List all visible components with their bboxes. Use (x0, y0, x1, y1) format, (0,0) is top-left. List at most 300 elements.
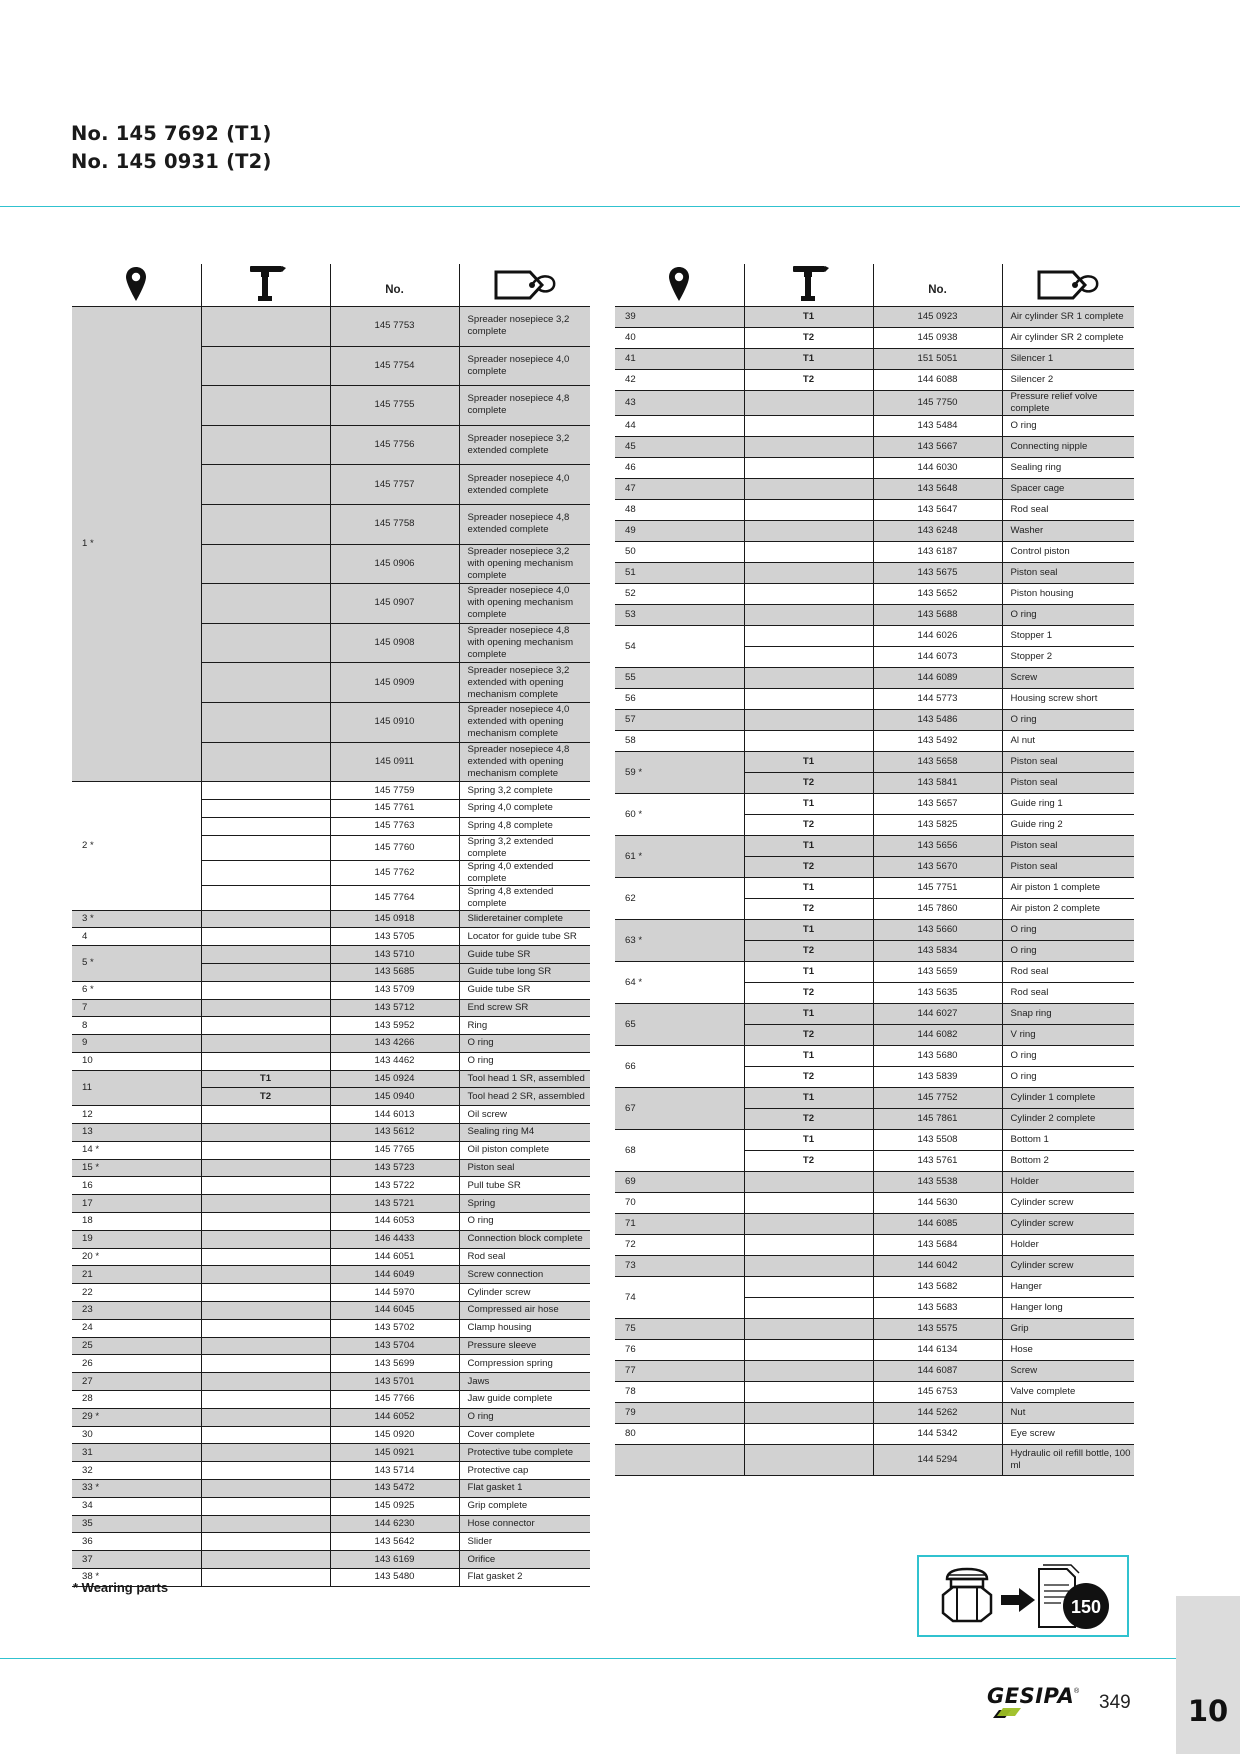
description-cell: Spring (459, 1195, 590, 1213)
variant-cell (744, 1403, 873, 1424)
chapter-tab[interactable] (1176, 1596, 1240, 1754)
part-number-cell: 145 7757 (330, 465, 459, 505)
description-cell: Grip (1002, 1319, 1134, 1340)
part-number-cell: 143 5652 (873, 584, 1002, 605)
description-cell: Snap ring (1002, 1004, 1134, 1025)
table-row (615, 731, 1134, 752)
variant-cell (744, 563, 873, 584)
description-cell: Stopper 1 (1002, 626, 1134, 647)
description-cell: Rod seal (1002, 983, 1134, 1004)
position-cell: 55 (615, 668, 744, 689)
variant-cell (201, 799, 330, 817)
position-cell: 23 (72, 1302, 201, 1320)
description-cell: Spreader nosepiece 4,0 with opening mechanism complete (459, 584, 590, 624)
description-cell: Eye screw (1002, 1424, 1134, 1445)
part-number-cell: 143 5701 (330, 1373, 459, 1391)
position-cell: 78 (615, 1382, 744, 1403)
description-cell: Spreader nosepiece 3,2 with opening mechanism complete (459, 544, 590, 584)
position-cell: 10 (72, 1052, 201, 1070)
part-number-cell: 143 5710 (330, 946, 459, 964)
description-cell: Bottom 1 (1002, 1130, 1134, 1151)
description-cell: Guide ring 1 (1002, 794, 1134, 815)
table-row (72, 999, 590, 1017)
part-number-cell: 143 5705 (330, 928, 459, 946)
part-number-cell: 143 5635 (873, 983, 1002, 1004)
variant-cell: T1 (744, 1130, 873, 1151)
position-cell: 54 (615, 626, 744, 668)
variant-cell (744, 1235, 873, 1256)
position-cell: 31 (72, 1444, 201, 1462)
variant-cell: T2 (744, 857, 873, 878)
part-number-cell: 144 5342 (873, 1424, 1002, 1445)
brand-name: GESIPA (987, 1684, 1075, 1708)
description-cell: Spreader nosepiece 4,8 with opening mechanism complete (459, 623, 590, 663)
table-row (72, 928, 590, 946)
part-number-cell: 143 5486 (873, 710, 1002, 731)
table-row (72, 981, 590, 999)
position-cell: 60 * (615, 794, 744, 836)
variant-cell: T1 (744, 962, 873, 983)
part-number-cell: 145 6753 (873, 1382, 1002, 1403)
part-number-cell: 144 6082 (873, 1025, 1002, 1046)
description-cell: Spreader nosepiece 4,8 extended complete (459, 504, 590, 544)
description-cell: Jaw guide complete (459, 1391, 590, 1409)
position-cell: 72 (615, 1235, 744, 1256)
description-cell: Oil screw (459, 1106, 590, 1124)
description-cell: Ring (459, 1017, 590, 1035)
table-row (72, 1106, 590, 1124)
oil-page-badge (1063, 1583, 1109, 1629)
part-number-cell: 144 5773 (873, 689, 1002, 710)
table-row (72, 1462, 590, 1480)
variant-cell (201, 1017, 330, 1035)
description-cell: O ring (459, 1408, 590, 1426)
variant-cell (744, 1319, 873, 1340)
variant-cell (201, 835, 330, 860)
position-cell: 52 (615, 584, 744, 605)
variant-cell (744, 521, 873, 542)
description-cell: Protective cap (459, 1462, 590, 1480)
position-cell: 51 (615, 563, 744, 584)
variant-cell (201, 623, 330, 663)
variant-cell (744, 1361, 873, 1382)
table-row (615, 563, 1134, 584)
description-cell: Hose connector (459, 1515, 590, 1533)
part-number-cell: 143 5702 (330, 1319, 459, 1337)
position-cell: 11 (72, 1070, 201, 1106)
part-number-cell: 144 6230 (330, 1515, 459, 1533)
position-cell: 42 (615, 370, 744, 391)
table-row (72, 1373, 590, 1391)
description-cell: Connection block complete (459, 1230, 590, 1248)
variant-cell (744, 1340, 873, 1361)
position-cell: 74 (615, 1277, 744, 1319)
position-cell: 7 (72, 999, 201, 1017)
table-row (615, 752, 1134, 773)
part-number-cell: 144 6049 (330, 1266, 459, 1284)
description-cell: End screw SR (459, 999, 590, 1017)
description-cell: Hose (1002, 1340, 1134, 1361)
table-row (615, 1088, 1134, 1109)
position-cell: 36 (72, 1533, 201, 1551)
description-cell: Compressed air hose (459, 1302, 590, 1320)
variant-column-header (744, 264, 873, 307)
part-number-cell: 145 7756 (330, 425, 459, 465)
description-cell: Compression spring (459, 1355, 590, 1373)
position-cell: 71 (615, 1214, 744, 1235)
rivet-tool-icon (246, 264, 286, 306)
part-number-cell: 145 7760 (330, 835, 459, 860)
part-number-cell: 145 0925 (330, 1497, 459, 1515)
description-cell: O ring (1002, 1067, 1134, 1088)
table-row (72, 1444, 590, 1462)
part-number-cell: 145 7860 (873, 899, 1002, 920)
description-cell: O ring (1002, 941, 1134, 962)
position-cell: 21 (72, 1266, 201, 1284)
position-cell: 62 (615, 878, 744, 920)
variant-cell (201, 1480, 330, 1498)
part-number-cell: 144 6026 (873, 626, 1002, 647)
description-cell: Air cylinder SR 2 complete (1002, 328, 1134, 349)
variant-cell: T1 (744, 349, 873, 370)
table-row (615, 1382, 1134, 1403)
variant-cell (201, 910, 330, 928)
description-column-header (1002, 264, 1134, 307)
variant-cell (201, 1569, 330, 1587)
variant-cell (744, 1298, 873, 1319)
position-cell: 45 (615, 437, 744, 458)
description-cell: Spring 3,2 extended complete (459, 835, 590, 860)
variant-cell (201, 981, 330, 999)
arrow-right-icon (1001, 1588, 1035, 1612)
description-cell: Spring 4,8 complete (459, 817, 590, 835)
part-number-cell: 143 4462 (330, 1052, 459, 1070)
part-number-cell: 143 5684 (873, 1235, 1002, 1256)
table-row (72, 782, 590, 800)
variant-cell (744, 731, 873, 752)
position-cell: 5 * (72, 946, 201, 982)
variant-cell (201, 1319, 330, 1337)
position-cell: 63 * (615, 920, 744, 962)
part-number-cell: 143 5472 (330, 1480, 459, 1498)
position-cell: 8 (72, 1017, 201, 1035)
description-cell: Screw (1002, 668, 1134, 689)
variant-cell (201, 663, 330, 703)
description-cell: Cylinder 1 complete (1002, 1088, 1134, 1109)
description-cell: Tool head 2 SR, assembled (459, 1088, 590, 1106)
location-pin-icon (125, 266, 147, 306)
part-number-cell: 145 7754 (330, 346, 459, 386)
part-number-cell: 145 7765 (330, 1141, 459, 1159)
variant-cell (744, 479, 873, 500)
table-row (72, 910, 590, 928)
wearing-parts-note: * Wearing parts (73, 1580, 169, 1595)
description-cell: Control piston (1002, 542, 1134, 563)
part-number-cell: 145 7753 (330, 307, 459, 347)
variant-cell (744, 1277, 873, 1298)
brand-registered-mark: ® (1074, 1688, 1080, 1695)
part-number-cell: 144 6053 (330, 1213, 459, 1231)
oil-reference-box[interactable] (917, 1555, 1129, 1637)
part-number-cell: 143 5660 (873, 920, 1002, 941)
description-cell: O ring (459, 1213, 590, 1231)
variant-cell (744, 689, 873, 710)
position-cell: 25 (72, 1337, 201, 1355)
part-number-cell: 145 0910 (330, 702, 459, 742)
part-number-cell: 145 7750 (873, 391, 1002, 416)
part-number-cell: 145 0906 (330, 544, 459, 584)
position-cell: 32 (72, 1462, 201, 1480)
part-number-cell: 143 5575 (873, 1319, 1002, 1340)
table-row (615, 1214, 1134, 1235)
variant-cell (744, 1424, 873, 1445)
top-divider (0, 206, 1240, 207)
part-number-cell: 145 0938 (873, 328, 1002, 349)
table-row (615, 1361, 1134, 1382)
position-cell: 9 (72, 1035, 201, 1053)
part-number-cell: 143 6169 (330, 1551, 459, 1569)
position-cell: 41 (615, 349, 744, 370)
description-cell: Piston housing (1002, 584, 1134, 605)
table-row (72, 1551, 590, 1569)
position-cell: 22 (72, 1284, 201, 1302)
variant-cell: T2 (744, 1025, 873, 1046)
position-cell: 80 (615, 1424, 744, 1445)
table-row (615, 349, 1134, 370)
variant-cell (744, 1193, 873, 1214)
position-cell: 56 (615, 689, 744, 710)
position-cell: 67 (615, 1088, 744, 1130)
part-number-cell: 145 0909 (330, 663, 459, 703)
variant-cell (201, 1391, 330, 1409)
table-row (615, 416, 1134, 437)
description-cell: Flat gasket 1 (459, 1480, 590, 1498)
description-cell: Spreader nosepiece 4,0 extended with opening mechanism complete (459, 702, 590, 742)
position-cell: 59 * (615, 752, 744, 794)
table-row (615, 328, 1134, 349)
table-row (615, 1130, 1134, 1151)
part-number-cell: 144 5294 (873, 1445, 1002, 1476)
position-cell: 24 (72, 1319, 201, 1337)
position-cell: 77 (615, 1361, 744, 1382)
position-cell: 35 (72, 1515, 201, 1533)
description-cell: Silencer 1 (1002, 349, 1134, 370)
position-cell: 37 (72, 1551, 201, 1569)
table-row (615, 710, 1134, 731)
page-title (71, 120, 272, 176)
table-row (72, 1391, 590, 1409)
parts-table-left (72, 264, 590, 1587)
part-number-cell: 143 5667 (873, 437, 1002, 458)
description-cell: Piston seal (1002, 752, 1134, 773)
rivet-tool-icon (789, 264, 829, 306)
variant-cell (744, 1172, 873, 1193)
variant-cell (201, 1533, 330, 1551)
position-cell: 53 (615, 605, 744, 626)
number-column-header: No. (873, 264, 1002, 307)
part-number-cell: 145 7758 (330, 504, 459, 544)
description-cell: Jaws (459, 1373, 590, 1391)
bottom-divider (0, 1658, 1176, 1659)
description-cell: Sealing ring (1002, 458, 1134, 479)
description-cell: Spacer cage (1002, 479, 1134, 500)
variant-cell (201, 782, 330, 800)
variant-cell (201, 1302, 330, 1320)
table-row (615, 584, 1134, 605)
table-row (72, 1302, 590, 1320)
table-row (72, 1266, 590, 1284)
price-tag-icon (1035, 268, 1101, 306)
description-cell: Spring 3,2 complete (459, 782, 590, 800)
description-cell: Hanger long (1002, 1298, 1134, 1319)
part-number-cell: 145 0924 (330, 1070, 459, 1088)
table-row (72, 1284, 590, 1302)
variant-cell: T1 (744, 307, 873, 328)
position-cell: 65 (615, 1004, 744, 1046)
part-number-cell: 144 6085 (873, 1214, 1002, 1235)
description-cell: Rod seal (1002, 962, 1134, 983)
description-cell: Cylinder screw (459, 1284, 590, 1302)
variant-cell (744, 416, 873, 437)
position-cell: 12 (72, 1106, 201, 1124)
description-cell: Rod seal (1002, 500, 1134, 521)
description-cell: Stopper 2 (1002, 647, 1134, 668)
table-row (615, 1403, 1134, 1424)
number-column-header: No. (330, 264, 459, 307)
variant-cell (201, 1266, 330, 1284)
variant-cell (744, 1445, 873, 1476)
variant-cell (201, 1373, 330, 1391)
description-cell: O ring (1002, 710, 1134, 731)
variant-cell (201, 999, 330, 1017)
part-number-cell: 143 4266 (330, 1035, 459, 1053)
table-row (615, 689, 1134, 710)
position-cell: 13 (72, 1124, 201, 1142)
table-row (615, 1445, 1134, 1476)
description-cell: O ring (459, 1035, 590, 1053)
position-cell: 68 (615, 1130, 744, 1172)
position-cell: 73 (615, 1256, 744, 1277)
part-number-cell: 144 6088 (873, 370, 1002, 391)
position-cell: 38 * (72, 1569, 201, 1587)
variant-cell: T1 (201, 1070, 330, 1088)
variant-cell (744, 647, 873, 668)
variant-cell: T2 (744, 983, 873, 1004)
part-number-cell: 144 5970 (330, 1284, 459, 1302)
part-number-cell: 143 5680 (873, 1046, 1002, 1067)
part-number-cell: 143 5714 (330, 1462, 459, 1480)
position-cell: 17 (72, 1195, 201, 1213)
part-number-cell: 143 5670 (873, 857, 1002, 878)
description-cell: Clamp housing (459, 1319, 590, 1337)
description-cell: Flat gasket 2 (459, 1569, 590, 1587)
part-number-cell: 143 5657 (873, 794, 1002, 815)
part-number-cell: 144 6027 (873, 1004, 1002, 1025)
description-cell: O ring (459, 1052, 590, 1070)
description-cell: Air piston 1 complete (1002, 878, 1134, 899)
table-row (615, 878, 1134, 899)
variant-cell (201, 1052, 330, 1070)
variant-cell (744, 542, 873, 563)
position-cell: 47 (615, 479, 744, 500)
part-number-cell: 143 5538 (873, 1172, 1002, 1193)
variant-cell (201, 1195, 330, 1213)
table-row (72, 1177, 590, 1195)
variant-cell: T2 (201, 1088, 330, 1106)
part-number-cell: 143 5658 (873, 752, 1002, 773)
part-number-cell: 145 0923 (873, 307, 1002, 328)
table-row (615, 1256, 1134, 1277)
chapter-number: 10 (1187, 1694, 1229, 1728)
variant-cell (201, 504, 330, 544)
position-cell: 27 (72, 1373, 201, 1391)
variant-cell (744, 1382, 873, 1403)
variant-cell: T1 (744, 920, 873, 941)
description-cell: Guide tube SR (459, 981, 590, 999)
variant-cell (201, 1462, 330, 1480)
part-number-cell: 143 5704 (330, 1337, 459, 1355)
position-cell: 15 * (72, 1159, 201, 1177)
description-cell: Bottom 2 (1002, 1151, 1134, 1172)
table-row (615, 920, 1134, 941)
position-cell: 58 (615, 731, 744, 752)
part-number-cell: 143 5492 (873, 731, 1002, 752)
variant-cell: T2 (744, 773, 873, 794)
variant-cell (744, 626, 873, 647)
variant-cell (201, 544, 330, 584)
table-row (72, 1480, 590, 1498)
part-number-cell: 144 6087 (873, 1361, 1002, 1382)
variant-cell (201, 584, 330, 624)
description-cell: Guide ring 2 (1002, 815, 1134, 836)
table-row (72, 1426, 590, 1444)
variant-cell: T1 (744, 1088, 873, 1109)
part-number-cell: 145 7755 (330, 386, 459, 426)
table-row (72, 1337, 590, 1355)
position-cell: 34 (72, 1497, 201, 1515)
variant-cell: T2 (744, 328, 873, 349)
table-row (615, 626, 1134, 647)
position-cell: 3 * (72, 910, 201, 928)
variant-cell (201, 1515, 330, 1533)
page-number: 349 (1099, 1692, 1131, 1713)
variant-cell: T1 (744, 836, 873, 857)
description-cell: Grip complete (459, 1497, 590, 1515)
variant-cell: T2 (744, 1109, 873, 1130)
part-number-cell: 143 5642 (330, 1533, 459, 1551)
part-number-cell: 144 6030 (873, 458, 1002, 479)
variant-cell (744, 500, 873, 521)
table-row (615, 668, 1134, 689)
table-row (72, 1195, 590, 1213)
description-cell: Screw connection (459, 1266, 590, 1284)
description-cell: Piston seal (459, 1159, 590, 1177)
table-row (615, 542, 1134, 563)
part-number-cell: 144 6089 (873, 668, 1002, 689)
part-number-cell: 143 5683 (873, 1298, 1002, 1319)
table-row (72, 946, 590, 964)
description-cell: Oil piston complete (459, 1141, 590, 1159)
part-number-cell: 143 5612 (330, 1124, 459, 1142)
table-row (615, 1046, 1134, 1067)
part-number-cell: 143 5480 (330, 1569, 459, 1587)
part-number-cell: 145 7762 (330, 860, 459, 885)
variant-cell (201, 1106, 330, 1124)
position-cell: 20 * (72, 1248, 201, 1266)
variant-cell (201, 928, 330, 946)
description-cell: O ring (1002, 605, 1134, 626)
part-number-cell: 144 6134 (873, 1340, 1002, 1361)
